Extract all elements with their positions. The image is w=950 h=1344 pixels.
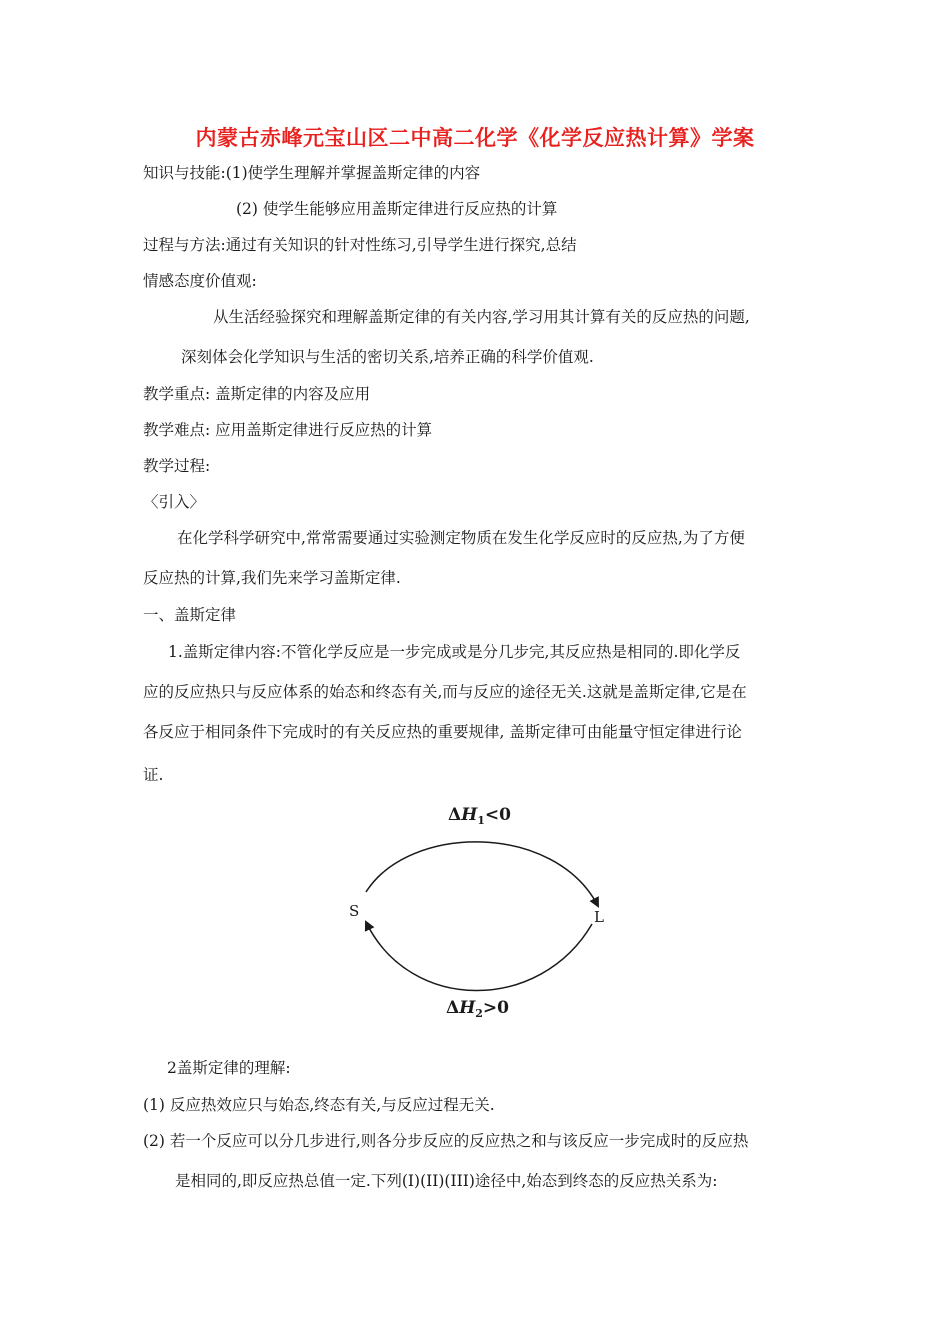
reverse-arc-arrow xyxy=(366,922,592,991)
end-state-node: L xyxy=(594,908,604,926)
page-title: 内蒙古赤峰元宝山区二中高二化学《化学反应热计算》学案 xyxy=(195,126,755,150)
hess-law-content-2: 应的反应热只与反应体系的始态和终态有关,而与反应的途径无关.这就是盖斯定律,它是在 xyxy=(143,683,747,701)
hess-law-content-3: 各反应于相同条件下完成时的有关反应热的重要规律, 盖斯定律可由能量守恒定律进行论 xyxy=(143,723,742,741)
svg-text:ΔH1<0: $\Delta H_1<0$ xyxy=(448,805,511,827)
hess-law-content-4: 证. xyxy=(143,766,164,784)
objective-process: 过程与方法:通过有关知识的针对性练习,引导学生进行探究,总结 xyxy=(143,236,577,254)
hess-cycle-diagram xyxy=(340,798,620,1028)
svg-text:ΔH2>0: $\Delta H_2>0$ xyxy=(446,998,509,1020)
objective-emotion-1: 从生活经验探究和理解盖斯定律的有关内容,学习用其计算有关的反应热的问题, xyxy=(213,308,750,326)
objective-knowledge-2: (2) 使学生能够应用盖斯定律进行反应热的计算 xyxy=(236,200,558,218)
teaching-process-heading: 教学过程: xyxy=(143,457,211,475)
teaching-difficulty: 教学难点: 应用盖斯定律进行反应热的计算 xyxy=(143,421,433,439)
forward-arc-arrow xyxy=(366,842,598,906)
understanding-point-2-continued: 是相同的,即反应热总值一定.下列(I)(II)(III)途径中,始态到终态的反应热关系为: xyxy=(175,1172,718,1190)
section-heading-hess-law: 一、盖斯定律 xyxy=(143,606,237,624)
intro-paragraph-2: 反应热的计算,我们先来学习盖斯定律. xyxy=(143,569,401,587)
objective-emotion-heading: 情感态度价值观: xyxy=(143,272,257,290)
objective-emotion-2: 深刻体会化学知识与生活的密切关系,培养正确的科学价值观. xyxy=(181,348,594,366)
teaching-focus: 教学重点: 盖斯定律的内容及应用 xyxy=(143,385,371,403)
understanding-point-2: (2) 若一个反应可以分几步进行,则各分步反应的反应热之和与该反应一步完成时的反应热 xyxy=(143,1132,749,1150)
objective-knowledge-1: 知识与技能:(1)使学生理解并掌握盖斯定律的内容 xyxy=(143,164,481,182)
start-state-node: S xyxy=(349,902,360,920)
top-enthalpy-label xyxy=(448,805,511,827)
bottom-enthalpy-label xyxy=(446,998,509,1020)
intro-paragraph-1: 在化学科学研究中,常常需要通过实验测定物质在发生化学反应时的反应热,为了方便 xyxy=(177,529,745,547)
understanding-point-1: (1) 反应热效应只与始态,终态有关,与反应过程无关. xyxy=(143,1096,495,1114)
hess-law-understanding-heading: 2盖斯定律的理解: xyxy=(167,1059,291,1077)
hess-law-content-1: 1.盖斯定律内容:不管化学反应是一步完成或是分几步完,其反应热是相同的.即化学反 xyxy=(168,643,741,661)
intro-heading: 〈引入〉 xyxy=(143,493,206,511)
